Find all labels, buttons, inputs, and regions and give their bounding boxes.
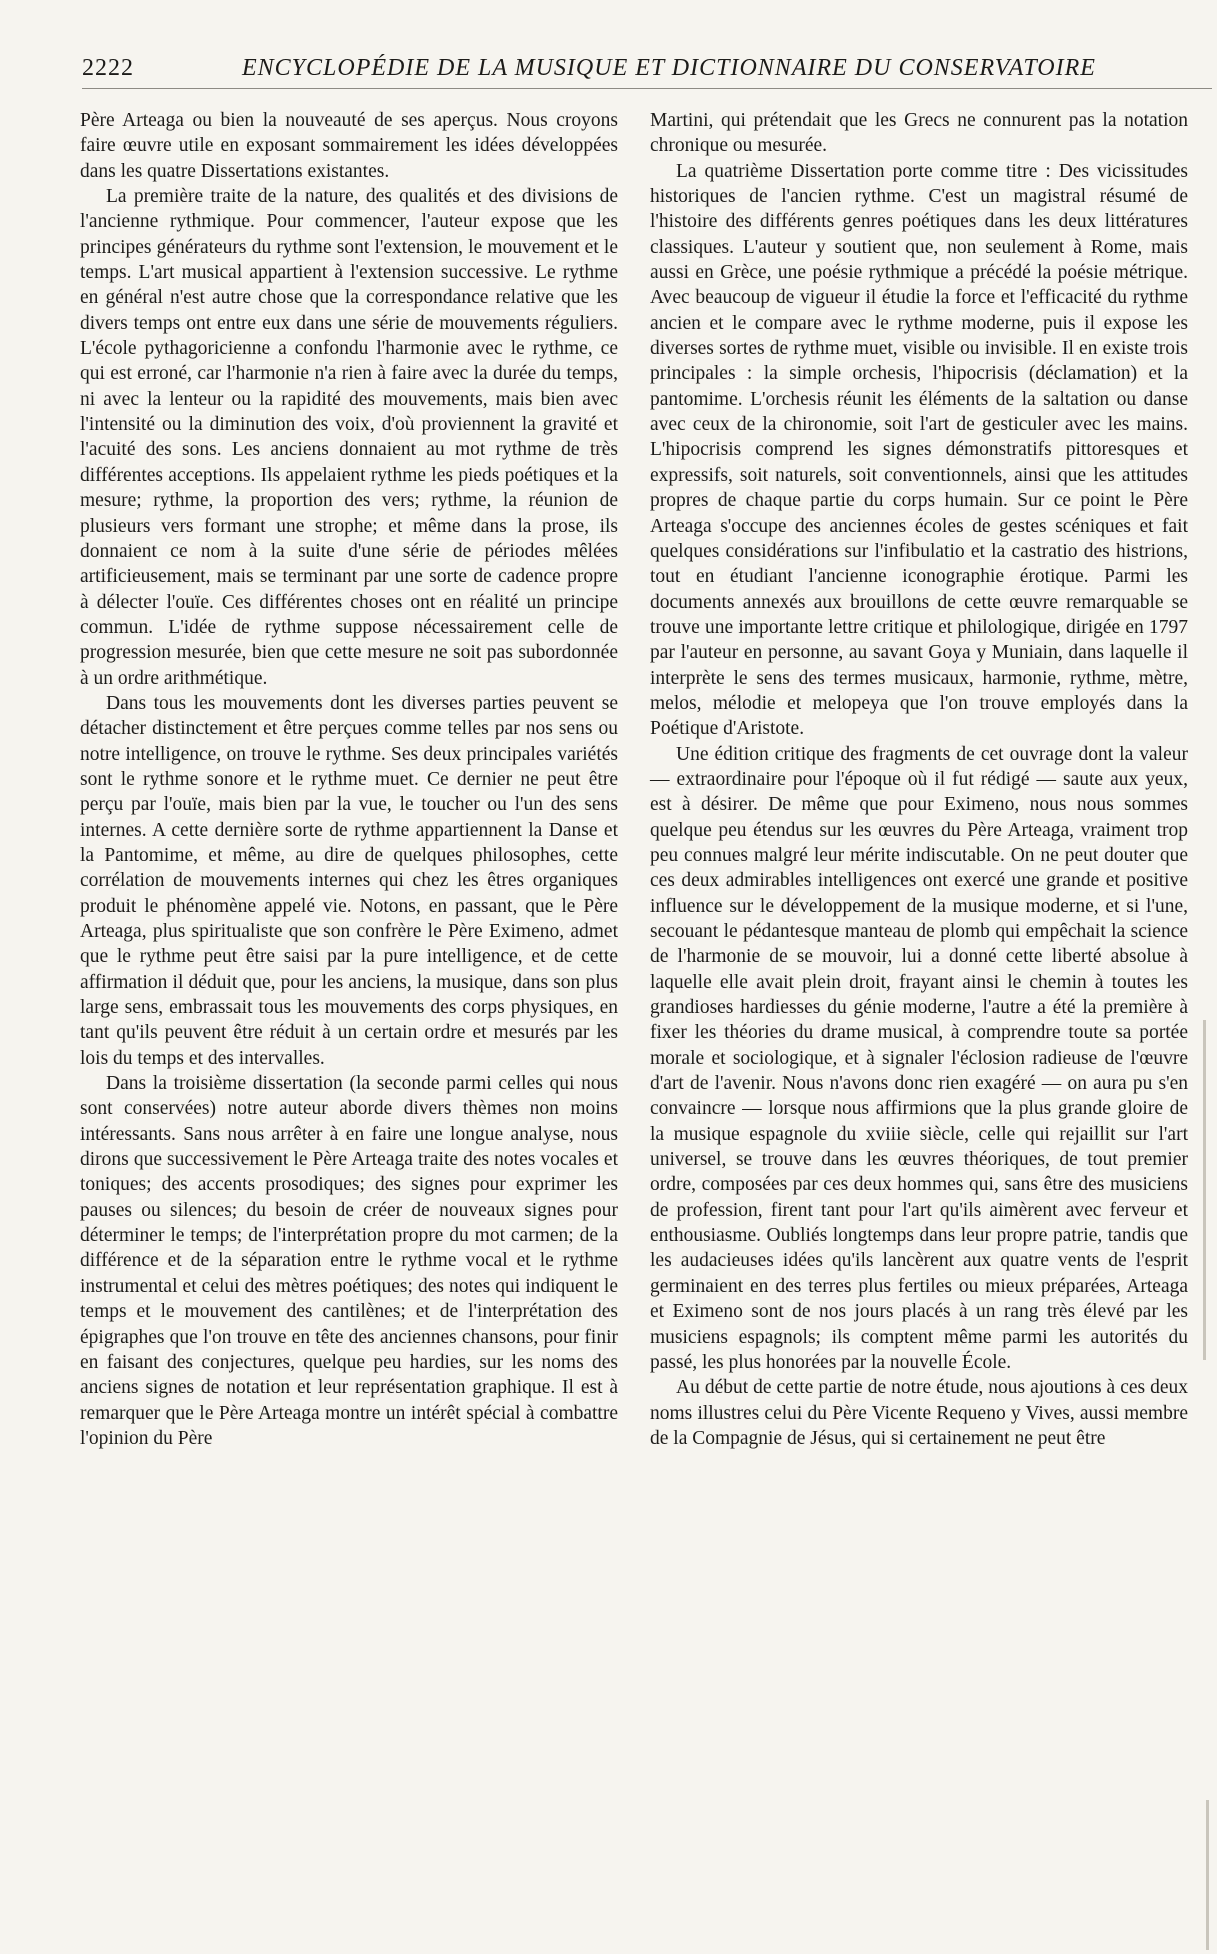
binding-edge — [1203, 1020, 1206, 1360]
right-paragraph-1: Martini, qui prétendait que les Grecs ne connurent pas la notation chronique ou mesurée. — [650, 110, 1188, 157]
page-number: 2222 — [82, 55, 134, 81]
left-paragraph-2: La première traite de la nature, des qualités et des divisions de l'ancienne rythmique. Pour commencer, l'auteur expose que les principes générateurs du rythme sont l'extension, le mouvement et le temps. L'art musical appartient à l'extension successive. Le rythme en général n'est autre chose que la correspondance relative que les divers temps ont entre eux dans une série de mouvements réguliers. L'école pythagoricienne a confondu l'harmonie avec le rythme, ce qui est erroné, car l'harmonie n'a rien à faire avec la durée du temps, ni avec la lenteur ou la rapidité des mouvements, mais bien avec l'intensité ou la diminution des voix, d'où proviennent la gravité et l'acuité des sons. Les anciens donnaient au mot rythme de très différentes acceptions. Ils appelaient rythme les pieds poétiques et la mesure; rythme, la proportion des vers; rythme, la réunion de plusieurs vers formant une strophe; et même dans la prose, ils donnaient ce nom à la suite d'une série de périodes mêlées artificieusement, mais se terminant par une sorte de cadence propre à délecter l'ouïe. Ces différentes choses ont en réalité un principe commun. L'idée de rythme suppose nécessairement celle de progression mesurée, bien que cette mesure ne soit pas subordonnée à un ordre arithmétique. — [80, 186, 618, 689]
binding-edge-lower — [1206, 1800, 1209, 1950]
running-title: ENCYCLOPÉDIE DE LA MUSIQUE ET DICTIONNAIRE DU CONSERVATOIRE — [242, 55, 1096, 81]
header-rule — [82, 88, 1212, 89]
left-paragraph-3: Dans tous les mouvements dont les diverses parties peuvent se détacher distinctement et être perçues comme telles par nos sens ou notre intelligence, on trouve le rythme. Ses deux principales variétés sont le rythme sonore et le rythme muet. Ce dernier ne peut être perçu par l'ouïe, mais bien par la vue, le toucher ou l'un des sens internes. A cette dernière sorte de rythme appartiennent la Danse et la Pantomime, et même, au dire de quelques philosophes, cette corrélation de mouvements internes qui chez les êtres organiques produit le phénomène appelé vie. Notons, en passant, que le Père Arteaga, plus spiritualiste que son confrère le Père Eximeno, admet que le rythme peut être saisi par la pure intelligence, et de cette affirmation il déduit que, pour les anciens, la musique, dans son plus large sens, embrassait tous les mouvements des corps physiques, en tant qu'ils peuvent être réduit à un certain ordre et mesurés par les lois du temps et des intervalles. — [80, 692, 618, 1069]
right-paragraph-3: Une édition critique des fragments de cet ouvrage dont la valeur — extraordinaire pour l'époque où il fut rédigé — saute aux yeux, est à désirer. De même que pour Eximeno, nous nous sommes quelque peu étendus sur les œuvres du Père Arteaga, vraiment trop peu connues malgré leur mérite indiscutable. On ne peut douter que ces deux admirables intelligences ont exercé une grande et positive influence sur le développement de la musique moderne, et si l'une, secouant le pédantesque manteau de plomb qui empêchait la science de l'harmonie de se mouvoir, lui a donné cette liberté absolue à laquelle elle avait plein droit, frayant ainsi le chemin à toutes les grandioses hardiesses du génie moderne, l'autre a été la première à fixer les théories du drame musical, à comprendre toute sa portée morale et sociologique, et à signaler l'éclosion radieuse de l'œuvre d'art de l'avenir. Nous n'avons donc rien exagéré — on aura pu s'en convaincre — lorsque nous affirmions que la plus grande gloire de la musique espagnole du xviiie siècle, celle qui rejaillit sur l'art universel, se trouve dans les œuvres théoriques, de tout premier ordre, composées par ces deux hommes qui, sans être des musiciens de profession, firent tant pour l'art qu'ils aimèrent avec ferveur et enthousiasme. Oubliés longtemps dans leur propre patrie, tandis que les audacieuses idées qu'ils lancèrent aux quatre vents de l'esprit germinaient en des terres plus fertiles ou mieux préparées, Arteaga et Eximeno sont de nos jours placés à un rang très élevé par les musiciens espagnols; ils comptent même parmi les autorités du passé, les plus honorées par la nouvelle École. — [650, 743, 1188, 1373]
right-paragraph-4: Au début de cette partie de notre étude, nous ajoutions à ces deux noms illustres celui du Père Vicente Requeno y Vives, aussi membre de la Compagnie de Jésus, qui si certainement ne peut être — [650, 1377, 1188, 1449]
left-column — [80, 108, 618, 1451]
left-paragraph-4: Dans la troisième dissertation (la seconde parmi celles qui nous sont conservées) notre auteur aborde divers thèmes non moins intéressants. Sans nous arrêter à en faire une longue analyse, nous dirons que successivement le Père Arteaga traite des notes vocales et toniques; des accents prosodiques; des signes pour exprimer les pauses ou silences; du besoin de créer de nouveaux signes pour déterminer le temps; de l'interprétation propre du mot carmen; de la différence et de la séparation entre le rythme vocal et le rythme instrumental et celui des mètres poétiques; des notes qui indiquent le temps et le mouvement des cantilènes; et de l'interprétation des épigraphes que l'on trouve en tête des anciennes chansons, pour finir en faisant des conjectures, quelque peu hardies, sur les noms des anciens signes de notation et leur représentation graphique. Il est à remarquer que le Père Arteaga montre un intérêt spécial à combattre l'opinion du Père — [80, 1073, 618, 1449]
right-paragraph-2: La quatrième Dissertation porte comme titre : Des vicissitudes historiques de l'ancien rythme. C'est un magistral résumé de l'histoire des différents genres poétiques dans les deux littératures classiques. L'auteur y soutient que, non seulement à Rome, mais aussi en Grèce, une poésie rythmique a précédé la poésie métrique. Avec beaucoup de vigueur il étudie la force et l'efficacité du rythme ancien et le compare avec le rythme moderne, puis il expose les diverses sortes de rythme muet, visible ou invisible. Il en existe trois principales : la simple orchesis, l'hipocrisis (déclamation) et la pantomime. L'orchesis réunit les éléments de la saltation ou danse avec ceux de la chironomie, soit l'art de gesticuler avec les mains. L'hipocrisis comprend les signes démonstratifs pittoresques et expressifs, soit naturels, soit conventionnels, ainsi que les attitudes propres de chaque partie du corps humain. Sur ce point le Père Arteaga s'occupe des anciennes écoles de gestes scéniques et fait quelques considérations sur l'infibulatio et la castratio des histrions, tout en étudiant l'ancienne iconographie érotique. Parmi les documents annexés aux brouillons de cette œuvre remarquable se trouve une importante lettre critique et philologique, dirigée en 1797 par l'auteur en personne, au savant Goya y Muniain, dans laquelle il interprète le sens des termes musicaux, harmonie, rythme, mètre, melos, mélodie et melopeya que l'on trouve employés dans la Poétique d'Aristote. — [650, 160, 1188, 740]
left-paragraph-1: Père Arteaga ou bien la nouveauté de ses aperçus. Nous croyons faire œuvre utile en exposant sommairement les idées développées dans les quatre Dissertations existantes. — [80, 110, 618, 182]
right-column — [650, 108, 1188, 1451]
